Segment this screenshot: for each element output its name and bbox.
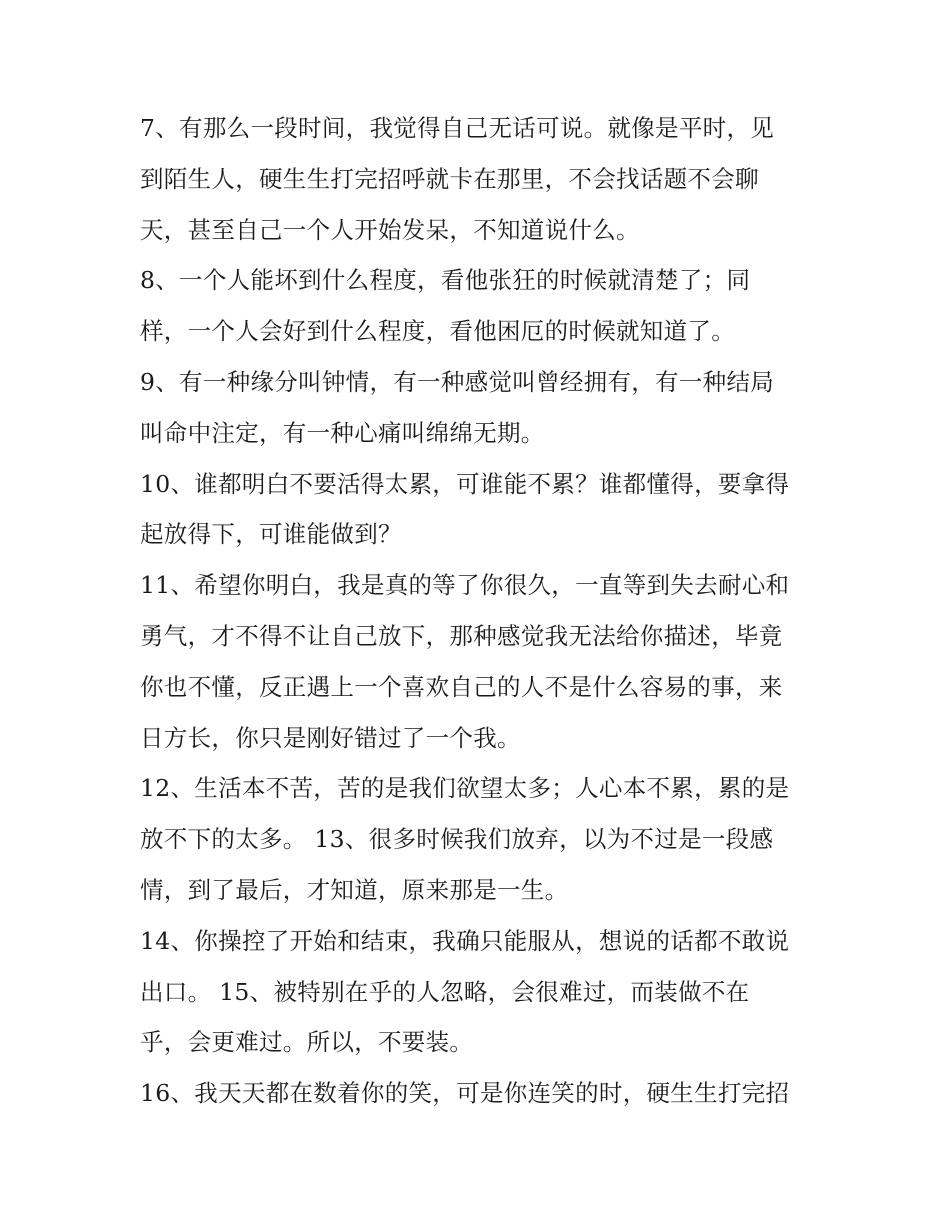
- text-line: 放不下的太多。 13、很多时候我们放弃，以为不过是一段感: [140, 825, 774, 854]
- text-line: 样，一个人会好到什么程度，看他困厄的时候就知道了。: [140, 317, 735, 346]
- text-line: 14、你操控了开始和结束，我确只能服从，想说的话都不敢说: [140, 926, 790, 955]
- text-line: 情，到了最后，才知道，原来那是一生。: [140, 875, 569, 904]
- text-line: 你也不懂，反正遇上一个喜欢自己的人不是什么容易的事，来: [140, 672, 783, 701]
- text-line: 8、一个人能坏到什么程度，看他张狂的时候就清楚了；同: [140, 266, 751, 295]
- text-line: 乎，会更难过。所以，不要装。: [140, 1028, 474, 1057]
- text-line: 日方长，你只是刚好错过了一个我。: [140, 723, 521, 752]
- text-line: 16、我天天都在数着你的笑，可是你连笑的时，硬生生打完招: [140, 1079, 790, 1108]
- text-line: 叫命中注定，有一种心痛叫绵绵无期。: [140, 418, 545, 447]
- text-line: 到陌生人，硬生生打完招呼就卡在那里，不会找话题不会聊: [140, 164, 759, 193]
- text-line: 12、生活本不苦，苦的是我们欲望太多；人心本不累，累的是: [140, 774, 790, 803]
- text-line: 勇气，才不得不让自己放下，那种感觉我无法给你描述，毕竟: [140, 621, 783, 650]
- text-line: 出口。 15、被特别在乎的人忽略，会很难过，而装做不在: [140, 977, 750, 1006]
- text-line: 11、希望你明白，我是真的等了你很久，一直等到失去耐心和: [140, 571, 790, 600]
- document-body: [140, 103, 820, 1119]
- text-line: 起放得下，可谁能做到？: [140, 520, 402, 549]
- text-line: 7、有那么一段时间，我觉得自己无话可说。就像是平时，见: [140, 114, 775, 142]
- text-line: 10、谁都明白不要活得太累，可谁能不累？谁都懂得，要拿得: [140, 469, 790, 498]
- text-line: 天，甚至自己一个人开始发呆，不知道说什么。: [140, 215, 640, 244]
- text-line: 9、有一种缘分叫钟情，有一种感觉叫曾经拥有，有一种结局: [140, 367, 775, 396]
